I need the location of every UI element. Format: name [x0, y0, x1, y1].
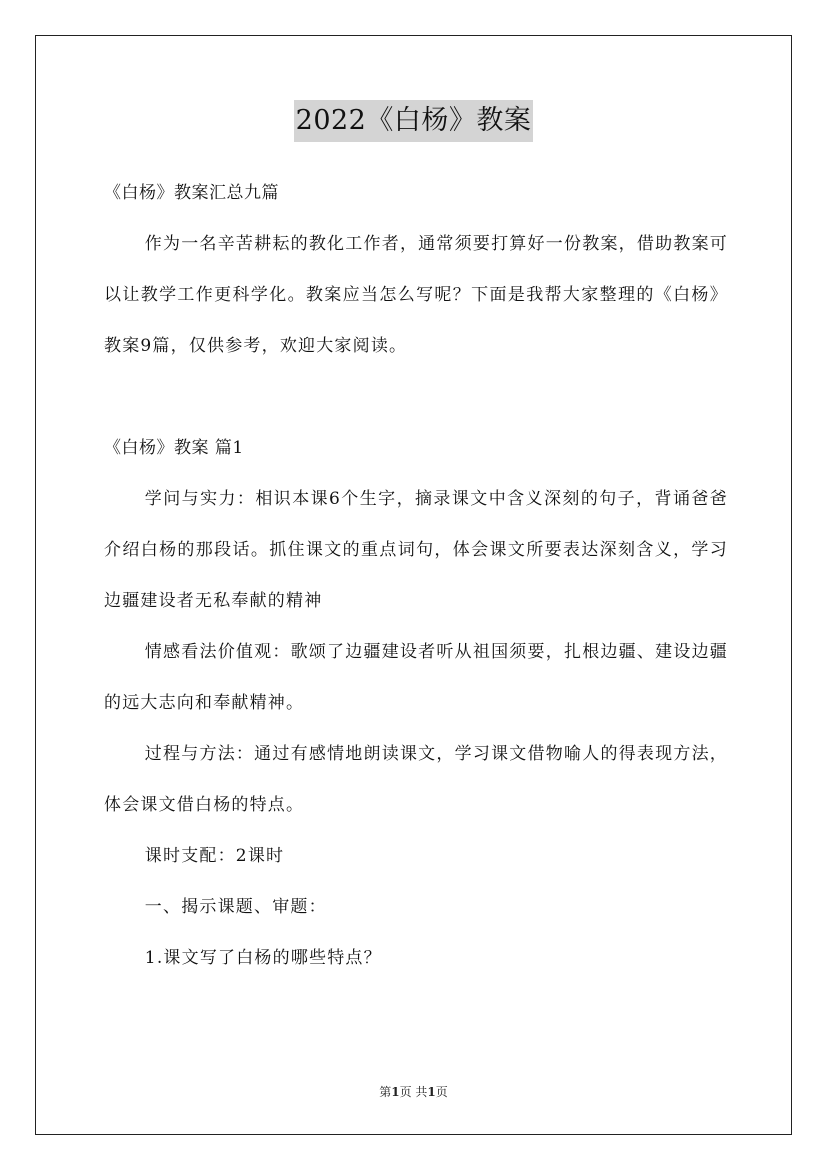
page-current-number: 1	[391, 1085, 400, 1099]
section-paragraph: 情感看法价值观：歌颂了边疆建设者听从祖国须要，扎根边疆、建设边疆的远大志向和奉献精神。	[104, 642, 728, 713]
section-paragraph: 课时支配：2课时	[144, 846, 285, 866]
section-paragraph: 学问与实力：相识本课6个生字，摘录课文中含义深刻的句子，背诵爸爸介绍白杨的那段话。抓住课文的重点词句，体会课文所要表达深刻含义，学习边疆建设者无私奉献的精神	[104, 489, 728, 611]
page-label-mid: 页 共	[399, 1085, 428, 1099]
section-paragraph: 一、揭示课题、审题：	[144, 897, 327, 917]
document-subtitle: 《白杨》教案汇总九篇	[104, 183, 279, 203]
title-container	[0, 100, 827, 142]
page-label-prefix: 第	[379, 1085, 392, 1099]
section-paragraph: 过程与方法：通过有感情地朗读课文，学习课文借物喻人的得表现方法，体会课文借白杨的特点。	[104, 744, 728, 815]
document-body	[104, 168, 728, 984]
section-paragraph: 1.课文写了白杨的哪些特点？	[144, 948, 382, 968]
intro-paragraph: 作为一名辛苦耕耘的教化工作者，通常须要打算好一份教案，借助教案可以让教学工作更科学化。教案应当怎么写呢？下面是我帮大家整理的《白杨》教案9篇，仅供参考，欢迎大家阅读。	[104, 234, 728, 356]
page-label-suffix: 页	[435, 1085, 448, 1099]
document-title: 2022《白杨》教案	[294, 100, 534, 142]
page-total-number: 1	[427, 1085, 436, 1099]
section-heading: 《白杨》教案 篇1	[104, 438, 244, 458]
page-footer	[0, 1083, 827, 1101]
